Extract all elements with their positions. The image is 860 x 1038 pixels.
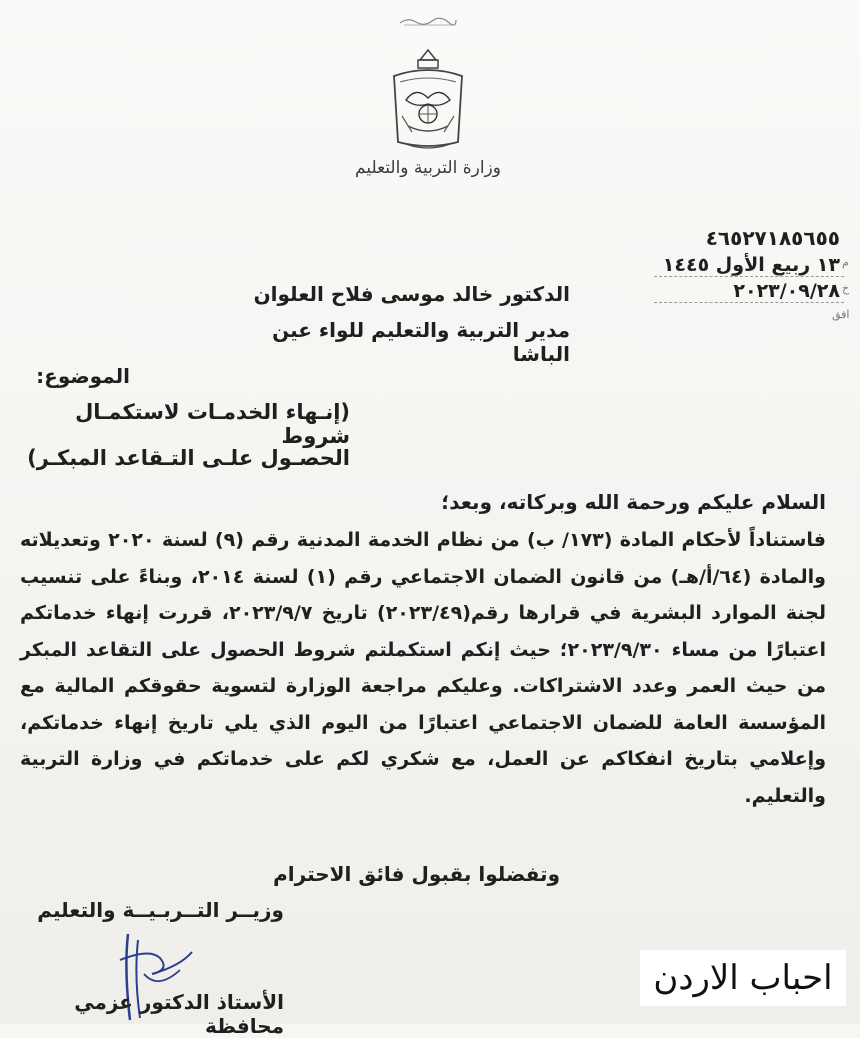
hijri-date: ١٣ ربيع الأول ١٤٤٥	[662, 254, 840, 276]
watermark-label: احباب الاردن	[640, 950, 846, 1006]
letter-body: فاستناداً لأحكام المادة (١٧٣/ ب) من نظام الخدمة المدنية رقم (٩) لسنة ٢٠٢٠ وتعديلاته والمادة (٦٤/أ/هـ) من قانون الضمان الاجتماعي رقم (١) لسنة ٢٠١٤، وبناءً على تنسيب لجنة الموارد البشرية في قرارها رقم(٢٠٢٣/٤٩) تاريخ ٢٠٢٣/٩/٧، قررت إنهاء خدماتكم اعتبارًا من مساء ٢٠٢٣/٩/٣٠؛ حيث إنكم استكملتم شروط الحصول على التقاعد المبكر من حيث العمر وعدد الاشتراكات. وعليكم مراجعة الوزارة لتسوية حقوقكم المالية مع المؤسسة العامة للضمان الاجتماعي اعتبارًا من اليوم الذي يلي تاريخ إنهاء خدماتكم، وإعلامي بتاريخ انفكاكم عن العمل، مع شكري لكم على خدماتكم في وزارة التربية والتعليم.	[20, 529, 826, 807]
signatory-title: وزيــر التــربـيــة والتعليم	[37, 898, 284, 922]
gregorian-date: ٢٠٢٣/٠٩/٢٨	[733, 280, 840, 302]
reference-number: ٤٦٥٢٧١٨٥٦٥٥	[705, 226, 840, 250]
closing-line: وتفضلوا بقبول فائق الاحترام	[273, 862, 560, 886]
subject-label: الموضوع:	[36, 364, 130, 388]
margin-label-attachments: افق	[832, 308, 850, 321]
margin-label-number: م	[842, 256, 849, 269]
subject-line-2: الحصـول علـى التـقاعد المبكـر)	[27, 446, 350, 470]
date-rule	[654, 276, 844, 277]
margin-label-date: خ	[842, 282, 850, 295]
greeting: السلام عليكم ورحمة الله وبركاته، وبعد؛	[441, 490, 826, 514]
coat-of-arms-icon	[386, 46, 470, 154]
recipient-name: الدكتور خالد موسى فلاح العلوان	[253, 282, 570, 306]
signatory-name: الأستاذ الدكتور عزمي محافظة	[74, 990, 284, 1038]
ministry-name: وزارة التربية والتعليم	[355, 158, 501, 178]
recipient-title: مدير التربية والتعليم للواء عين الباشا	[272, 318, 570, 366]
basmala-script	[398, 14, 458, 28]
subject-line-1: (إنـهاء الخدمـات لاستكمـال شروط	[75, 400, 350, 448]
date-rule-2	[654, 302, 844, 303]
